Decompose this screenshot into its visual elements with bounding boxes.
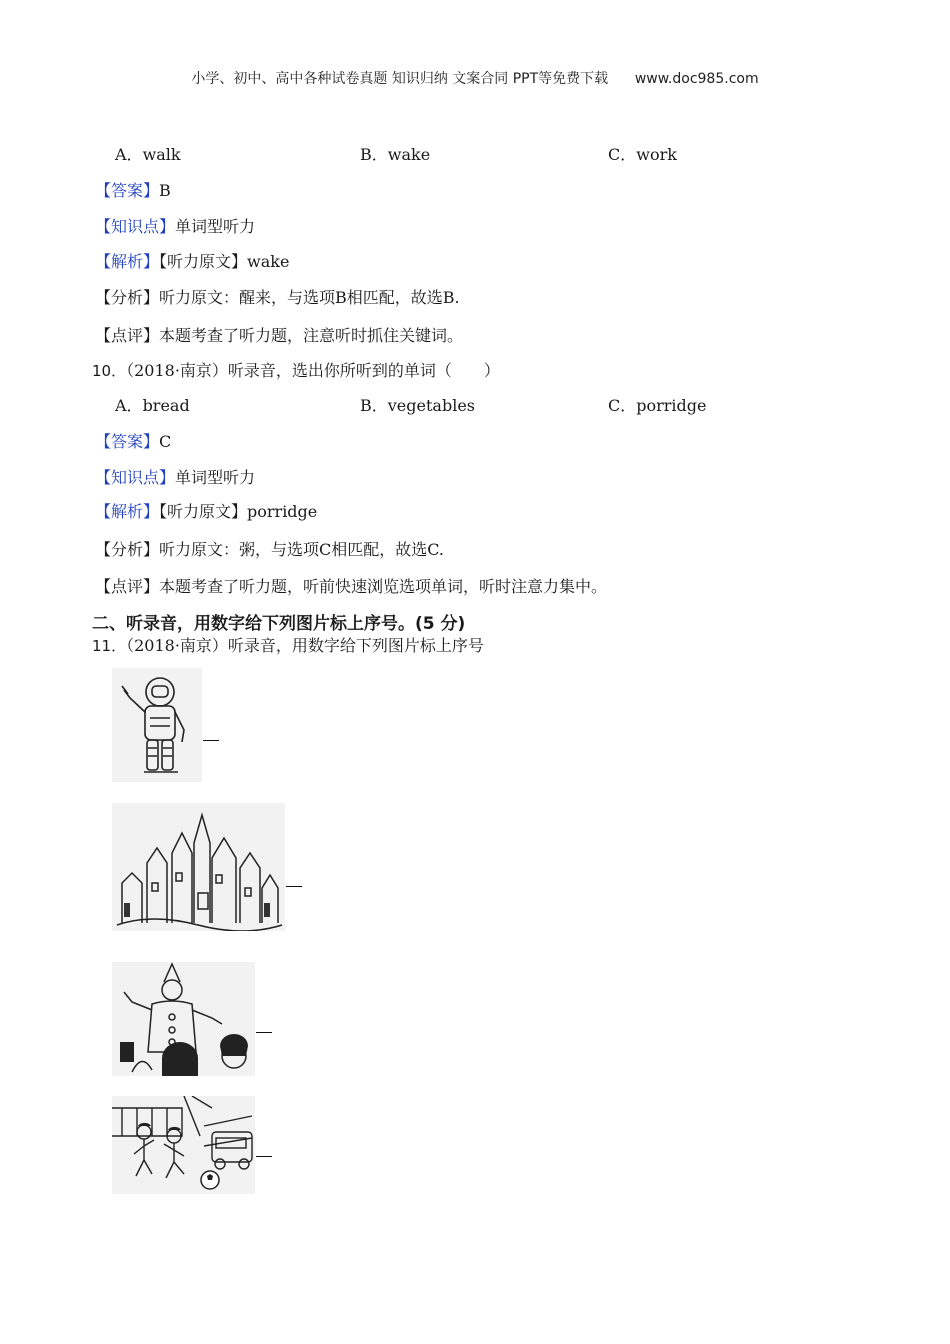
astronaut-picture bbox=[112, 668, 202, 782]
q9-option-a: A．walk bbox=[115, 145, 181, 164]
answer-blank-4[interactable] bbox=[256, 1156, 272, 1157]
answer-blank-2[interactable] bbox=[286, 886, 302, 887]
q9-dianping: 【点评】本题考查了听力题，注意听时抓住关键词。 bbox=[95, 326, 464, 345]
q10-analysis: 【解析】【听力原文】porridge bbox=[95, 502, 318, 521]
answer-blank-1[interactable] bbox=[203, 740, 219, 741]
q9-answer: 【答案】B bbox=[95, 181, 171, 200]
q9-option-c: C．work bbox=[608, 145, 677, 164]
q10-fenxi: 【分析】听力原文：粥，与选项C相匹配，故选C. bbox=[95, 540, 445, 559]
section-2-heading: 二、听录音，用数字给下列图片标上序号。(5 分) bbox=[92, 614, 466, 634]
q10-option-c: C．porridge bbox=[608, 396, 707, 415]
q11-stem: 11．（2018·南京）听录音，用数字给下列图片标上序号 bbox=[92, 636, 484, 655]
q10-answer: 【答案】C bbox=[95, 432, 172, 451]
clown-picture bbox=[112, 962, 255, 1076]
castle-picture bbox=[112, 803, 285, 931]
q9-fenxi: 【分析】听力原文：醒来，与选项B相匹配，故选B. bbox=[95, 288, 460, 307]
q9-option-b: B．wake bbox=[360, 145, 431, 164]
q10-stem: 10．（2018·南京）听录音，选出你所听到的单词（ ） bbox=[92, 361, 500, 380]
answer-blank-3[interactable] bbox=[256, 1032, 272, 1033]
q10-option-b: B．vegetables bbox=[360, 396, 475, 415]
page-header: 小学、初中、高中各种试卷真题 知识归纳 文案合同 PPT等免费下载 www.doc985.com bbox=[191, 71, 759, 87]
football-picture bbox=[112, 1096, 255, 1194]
q10-dianping: 【点评】本题考查了听力题，听前快速浏览选项单词，听时注意力集中。 bbox=[95, 577, 608, 596]
q9-analysis: 【解析】【听力原文】wake bbox=[95, 252, 290, 271]
q9-knowledge: 【知识点】单词型听力 bbox=[95, 217, 256, 236]
q10-option-a: A．bread bbox=[115, 396, 190, 415]
q10-knowledge: 【知识点】单词型听力 bbox=[95, 468, 256, 487]
